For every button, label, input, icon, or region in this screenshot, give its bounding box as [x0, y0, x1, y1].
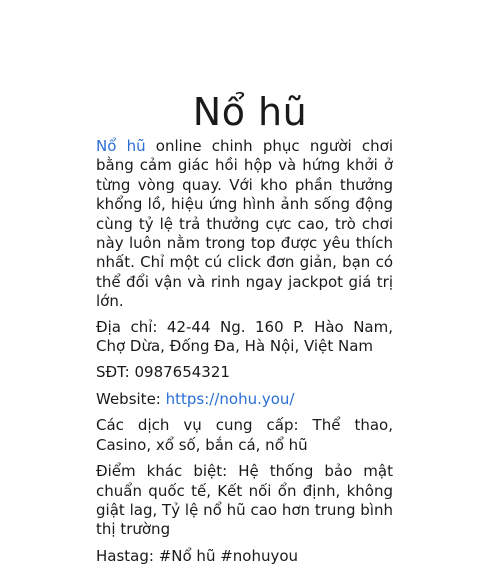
address-line: Địa chỉ: 42-44 Ng. 160 P. Hào Nam, Chợ Dừa, Đống Đa, Hà Nội, Việt Nam [96, 317, 393, 356]
website-label: Website: [96, 389, 166, 408]
intro-text: online chinh phục người chơi bằng cảm giác hồi hộp và hứng khởi ở từng vòng quay. Với kho phần thưởng khổng lồ, hiệu ứng hình ảnh sống động cùng tỷ lệ trả thưởng cực cao, trò chơi này luôn nằm trong top được yêu thích nhất. Chỉ một cú click đơn giản, bạn có thể đổi vận và rinh ngay jackpot giá trị lớn. [96, 137, 393, 311]
phone-line: SĐT: 0987654321 [96, 363, 230, 382]
website-line [96, 390, 393, 409]
intro-link[interactable]: Nổ hũ [96, 137, 146, 155]
services-line: Các dịch vụ cung cấp: Thể thao, Casino, xổ số, bắn cá, nổ hũ [96, 416, 393, 454]
website-link[interactable]: https://nohu.you/ [165, 389, 295, 408]
intro-paragraph [96, 137, 393, 312]
hashtag-line: Hastag: #Nổ hũ #nohuyou [96, 546, 299, 565]
difference-line: Điểm khác biệt: Hệ thống bảo mật chuẩn quốc tế, Kết nối ổn định, không giật lag, Tỷ lệ nổ hũ cao hơn trung bình thị trường [96, 462, 393, 539]
content-block [96, 137, 393, 573]
page-title: Nổ hũ [192, 90, 308, 134]
